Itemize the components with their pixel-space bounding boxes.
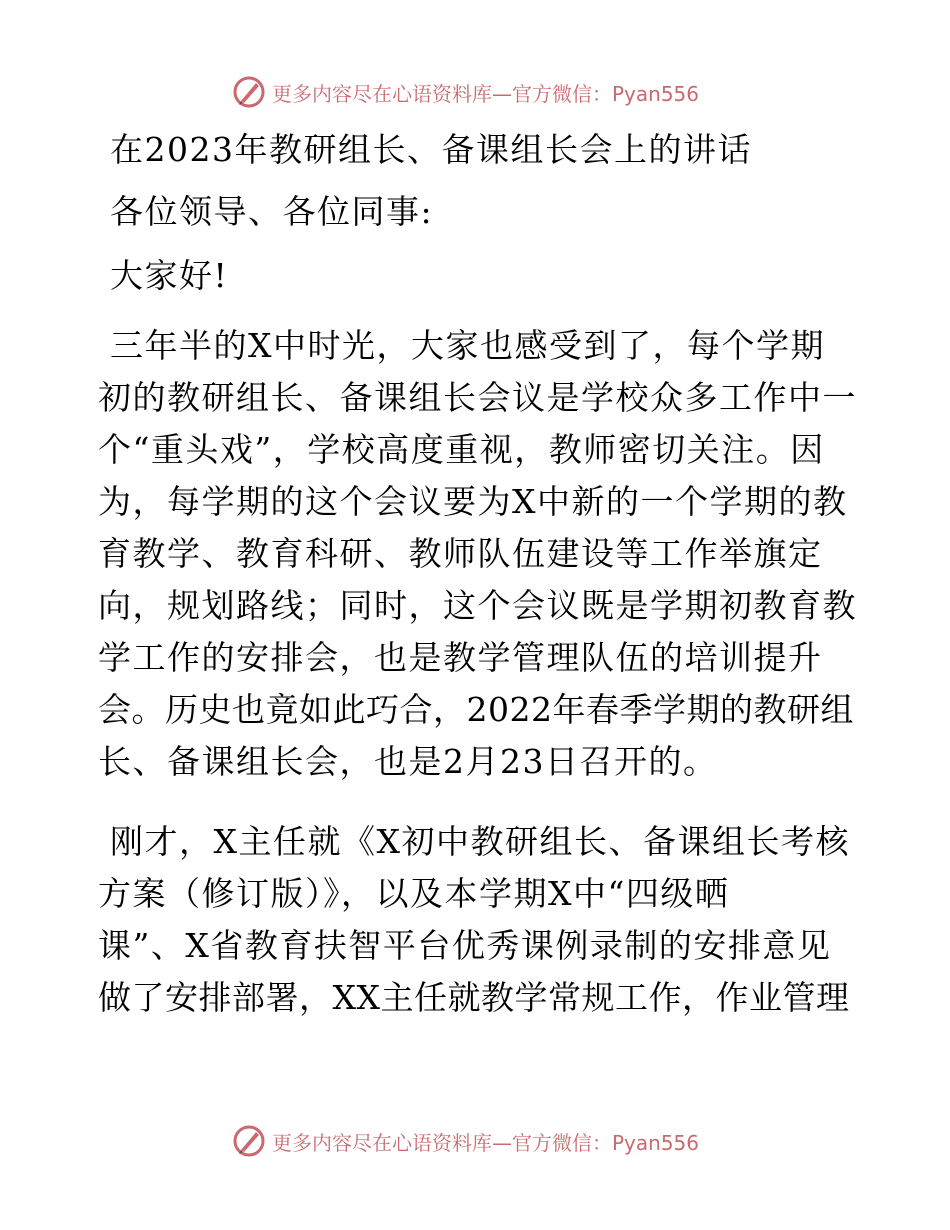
paragraph-line: 长、备课组长会，也是2月23日召开的。 — [98, 742, 718, 781]
paragraph-line: 课”、X省教育扶智平台优秀课例录制的安排意见 — [98, 926, 832, 965]
paragraph-line: 刚才，X主任就《X初中教研组长、备课组长考核 — [110, 822, 850, 861]
pen-logo-icon — [232, 1124, 266, 1158]
paragraph-line: 个“重头戏”，学校高度重视，教师密切关注。因 — [98, 430, 825, 469]
speech-title: 在2023年教研组长、备课组长会上的讲话 — [110, 130, 752, 169]
document-body — [98, 124, 858, 1024]
paragraph-line: 会。历史也竟如此巧合，2022年春季学期的教研组 — [98, 690, 854, 729]
salutation-line: 大家好! — [110, 256, 229, 295]
watermark-text: 更多内容尽在心语资料库—官方微信：Pyan556 — [272, 81, 700, 106]
header-watermark — [232, 72, 699, 112]
pen-logo-icon — [232, 75, 266, 109]
paragraph-1 — [98, 320, 858, 788]
watermark-text: 更多内容尽在心语资料库—官方微信：Pyan556 — [272, 1130, 700, 1155]
greeting-line: 各位领导、各位同事: — [110, 192, 434, 231]
paragraph-line: 为，每学期的这个会议要为X中新的一个学期的教 — [98, 482, 848, 521]
paragraph-line: 三年半的X中时光，大家也感受到了，每个学期 — [110, 326, 825, 365]
paragraph-line: 方案（修订版）》，以及本学期X中“四级晒 — [98, 874, 730, 913]
paragraph-line: 学工作的安排会，也是教学管理队伍的培训提升 — [98, 638, 823, 677]
paragraph-line: 育教学、教育科研、教师队伍建设等工作举旗定 — [98, 534, 823, 573]
paragraph-line: 向，规划路线；同时，这个会议既是学期初教育教 — [98, 586, 857, 625]
paragraph-line: 初的教研组长、备课组长会议是学校众多工作中一 — [98, 378, 857, 417]
paragraph-line: 做了安排部署，XX主任就教学常规工作，作业管理 — [98, 978, 850, 1017]
footer-watermark — [232, 1121, 699, 1161]
paragraph-2 — [98, 816, 858, 1024]
